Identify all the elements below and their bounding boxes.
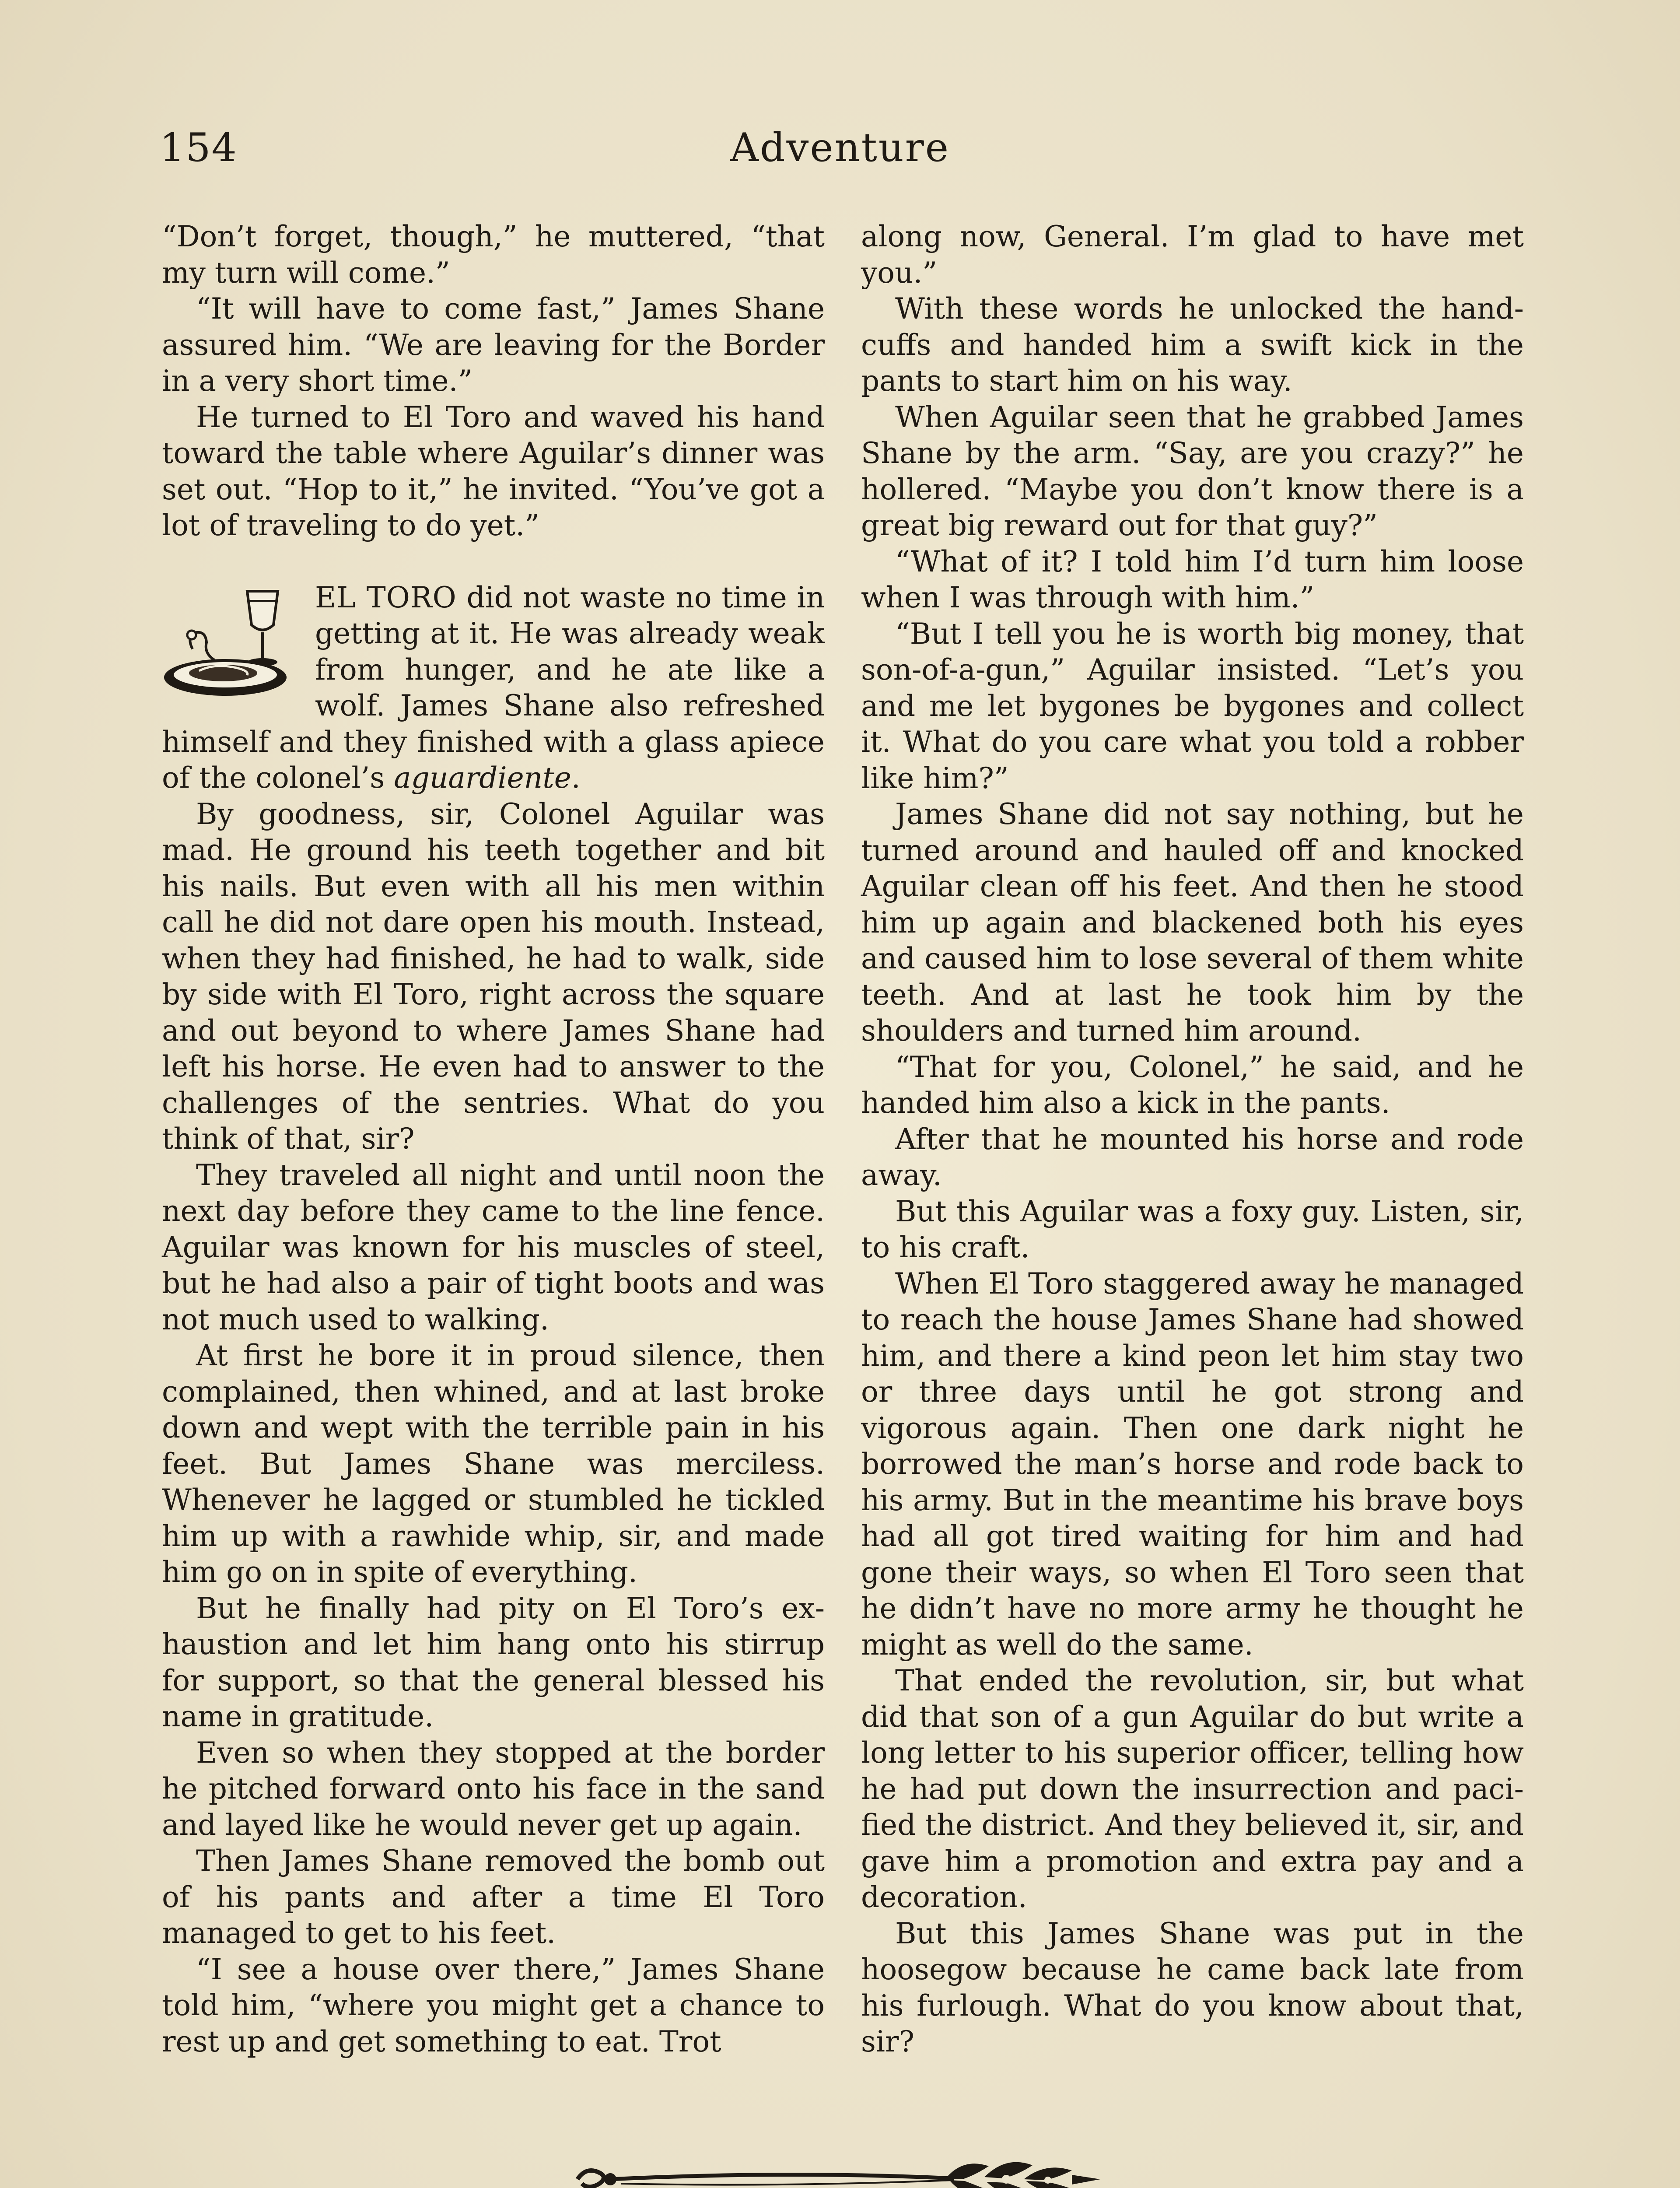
- left-column: [162, 219, 825, 2060]
- dropcap-text: did not waste no time in getting at it. He was already weak from hunger, and he ate like a wolf. James Shane also refreshed himself and they finished with a glass apiece of the colonel’s: [162, 580, 825, 795]
- paragraph: “Don’t forget, though,” he muttered, “that my turn will come.”: [162, 220, 825, 290]
- paragraph: At first he bore it in proud silence, then complained, then whined, and at last broke down and wept with the terrible pain in his feet. But James Shane was merciless. Whenever he lagged or stumbled he tickled him up with a rawhide whip, sir, and made him go on in spite of everything.: [162, 1339, 825, 1589]
- paragraph: “That for you, Colonel,” he said, and he handed him also a kick in the pants.: [861, 1050, 1524, 1120]
- paragraph: along now, General. I’m glad to have met you.”: [861, 220, 1524, 290]
- paragraph: “I see a house over there,” James Shane told him, “where you might get a chance to rest up and get something to eat. Trot: [162, 1952, 825, 2058]
- running-title: Adventure: [730, 125, 950, 171]
- paragraph: They traveled all night and until noon the next day before they came to the line fence. Aguilar was known for his muscles of steel, but he had also a pair of tight boots and was not much used to walking.: [162, 1158, 825, 1336]
- paragraph: After that he mounted his horse and rode away.: [861, 1122, 1524, 1192]
- paragraph: James Shane did not say nothing, but he turned around and hauled off and knocked Aguilar clean off his feet. And then he stood him up again and blackened both his eyes and caused him to lose several of them white teeth. And at last he took him by the shoulders and turned him around.: [861, 797, 1524, 1048]
- paragraph: That ended the revolution, sir, but what did that son of a gun Aguilar do but write a long letter to his superior officer, telling how he had put down the insurrection and pacified the district. And they believed it, sir, and gave him a promotion and extra pay and a decoration.: [861, 1664, 1524, 1914]
- paragraph: When El Toro staggered away he managed to reach the house James Shane had showed him, and there a kind peon let him stay two or three days until he got strong and vigorous again. Then one dark night he borrowed the man’s horse and rode back to his army. But in the meantime his brave boys had all got tired waiting for him and had gone their ways, so when El Toro seen that he didn’t have no more army he thought he might as well do the same.: [861, 1266, 1524, 1662]
- plate-and-wine-glass-icon: [162, 583, 306, 701]
- paragraph: By goodness, sir, Colonel Aguilar was mad. He ground his teeth together and bit his nails. But even with all his men within call he did not dare open his mouth. Instead, when they had finished, he had to walk, side by side with El Toro, right across the square and out beyond to where James Shane had left his horse. He even had to answer to the challenges of the sentries. What do you think of that, sir?: [162, 797, 825, 1156]
- paragraph: “But I tell you he is worth big money, that son-of-a-gun,” Aguilar insisted. “Let’s you and me let bygones be bygones and collect it. What do you care what you told a robber like him?”: [861, 617, 1524, 795]
- paragraph: But he finally had pity on El Toro’s exhaustion and let him hang onto his stirrup for support, so that the general blessed his name in gratitude.: [162, 1591, 825, 1733]
- page-number: 154: [160, 125, 238, 171]
- dropcap-paragraph: [162, 580, 825, 796]
- paragraph: “What of it? I told him I’d turn him loose when I was through with him.”: [861, 544, 1524, 614]
- paragraph: He turned to El Toro and waved his hand toward the table where Aguilar’s dinner was set out. “Hop to it,” he invited. “You’ve got a lot of traveling to do yet.”: [162, 400, 825, 542]
- paragraph: But this Aguilar was a foxy guy. Listen, sir, to his craft.: [861, 1194, 1524, 1264]
- paragraph: But this James Shane was put in the hoosegow because he came back late from his furlough. What do you know about that, sir?: [861, 1916, 1524, 2058]
- paragraph: Even so when they stopped at the border he pitched forward onto his face in the sand and layed like he would never get up again.: [162, 1736, 825, 1842]
- arrow-ornament-icon: [569, 2153, 1107, 2188]
- paragraph: With these words he unlocked the handcuffs and handed him a swift kick in the pants to start him on his way.: [861, 292, 1524, 398]
- italic-word: aguardiente: [394, 761, 571, 795]
- paragraph: “It will have to come fast,” James Shane assured him. “We are leaving for the Border in a very short time.”: [162, 292, 825, 398]
- dropcap-lead: EL TORO: [315, 580, 457, 614]
- dropcap-text-end: .: [571, 761, 581, 795]
- paragraph: When Aguilar seen that he grabbed James Shane by the arm. “Say, are you crazy?” he hollered. “Maybe you don’t know there is a great big reward out for that guy?”: [861, 400, 1524, 542]
- right-column: [861, 219, 1524, 2060]
- paragraph: Then James Shane removed the bomb out of his pants and after a time El Toro managed to get to his feet.: [162, 1844, 825, 1950]
